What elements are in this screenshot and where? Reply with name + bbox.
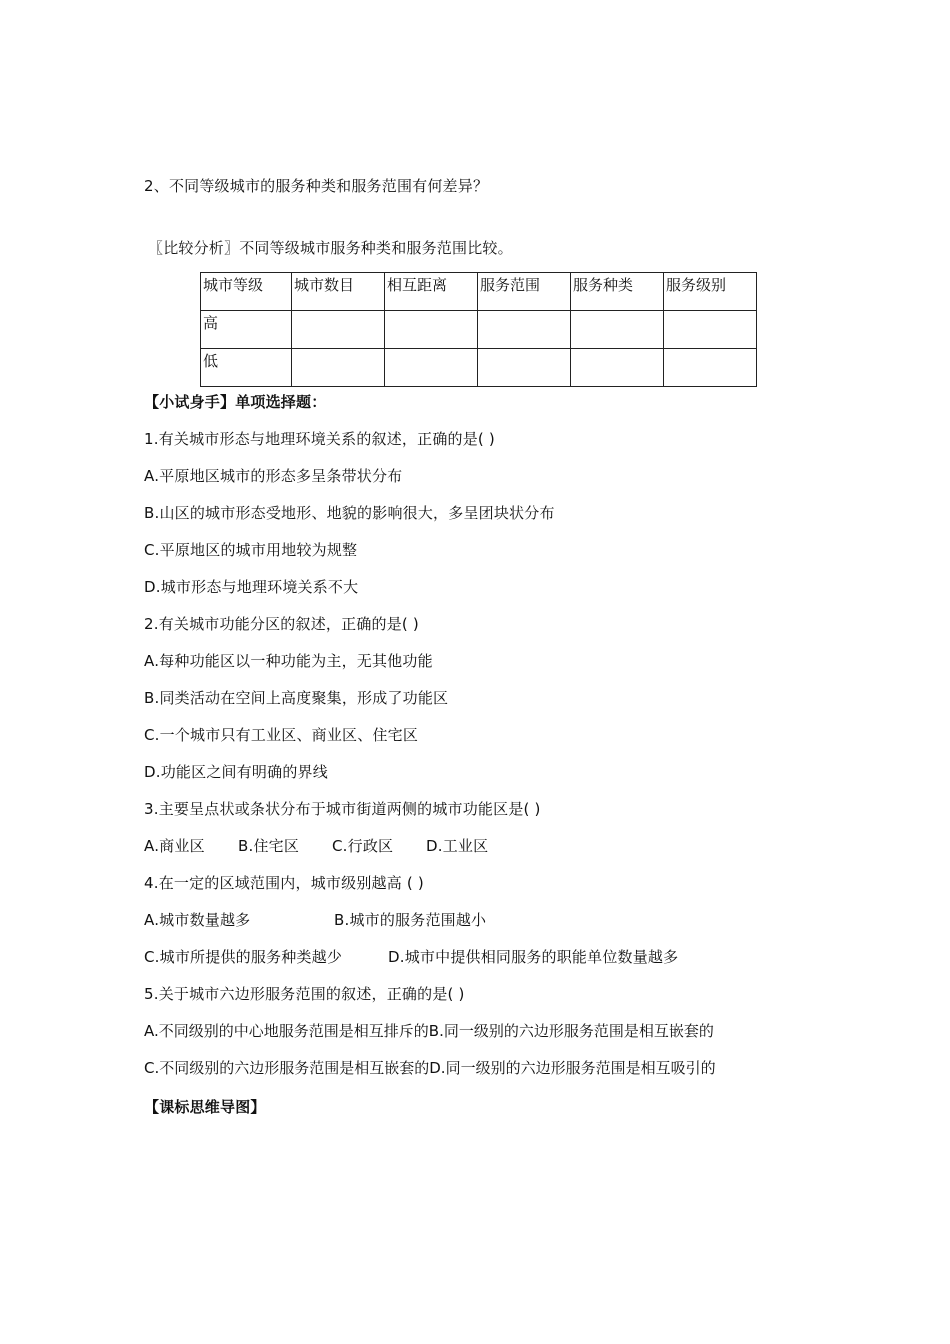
question-options-row	[144, 947, 678, 967]
question-options-row	[144, 910, 486, 930]
table-cell: 高	[201, 311, 292, 349]
question-option: C.一个城市只有工业区、商业区、住宅区	[144, 726, 419, 744]
table-cell	[478, 349, 571, 387]
question-option: A.平原地区城市的形态多呈条带状分布	[144, 467, 403, 485]
question-option: C.行政区	[332, 837, 394, 855]
question-option: D.城市中提供相同服务的职能单位数量越多	[388, 948, 679, 966]
question-stem: 1.有关城市形态与地理环境关系的叙述，正确的是( )	[144, 430, 495, 448]
table-cell	[292, 311, 385, 349]
question-option: A.商业区	[144, 837, 205, 855]
practice-heading: 【小试身手】单项选择题：	[144, 393, 327, 411]
question-option: B.同一级别的六边形服务范围是相互嵌套的	[428, 1022, 714, 1040]
table-header-cell: 相互距离	[385, 273, 478, 311]
table-header-cell: 城市等级	[201, 273, 292, 311]
question-option: D.同一级别的六边形服务范围是相互吸引的	[429, 1059, 716, 1077]
table-cell	[664, 349, 757, 387]
table-header-cell: 城市数目	[292, 273, 385, 311]
question-stem: 3.主要呈点状或条状分布于城市街道两侧的城市功能区是( )	[144, 800, 541, 818]
question-option: A.每种功能区以一种功能为主，无其他功能	[144, 652, 433, 670]
question-stem: 4.在一定的区域范围内，城市级别越高 ( )	[144, 874, 424, 892]
question-stem: 2.有关城市功能分区的叙述，正确的是( )	[144, 615, 419, 633]
table-row	[201, 311, 757, 349]
question-option: C.城市所提供的服务种类越少	[144, 948, 343, 966]
table-cell	[478, 311, 571, 349]
question-options-row	[144, 1021, 714, 1041]
question-option: B.山区的城市形态受地形、地貌的影响很大，多呈团块状分布	[144, 504, 555, 522]
question-option: A.城市数量越多	[144, 911, 251, 929]
question-option: B.同类活动在空间上高度聚集，形成了功能区	[144, 689, 449, 707]
table-cell	[292, 349, 385, 387]
question-option: D.城市形态与地理环境关系不大	[144, 578, 359, 596]
table-header-cell: 服务种类	[571, 273, 664, 311]
table-cell: 低	[201, 349, 292, 387]
mindmap-heading: 【课标思维导图】	[144, 1098, 266, 1116]
question-option: D.工业区	[426, 837, 489, 855]
table-header-cell: 服务范围	[478, 273, 571, 311]
question-option: B.城市的服务范围越小	[334, 911, 487, 929]
question-option: B.住宅区	[238, 837, 300, 855]
question-option: C.平原地区的城市用地较为规整	[144, 541, 358, 559]
compare-analysis-heading: 〖比较分析〗不同等级城市服务种类和服务范围比较。	[148, 239, 513, 257]
question-2-heading: 2、不同等级城市的服务种类和服务范围有何差异？	[144, 177, 489, 195]
question-option: A.不同级别的中心地服务范围是相互排斥的	[144, 1022, 429, 1040]
question-option: D.功能区之间有明确的界线	[144, 763, 328, 781]
question-options-row	[144, 836, 488, 856]
table-header-cell: 服务级别	[664, 273, 757, 311]
table-row	[201, 349, 757, 387]
question-stem: 5.关于城市六边形服务范围的叙述，正确的是( )	[144, 985, 465, 1003]
table-header-row	[201, 273, 757, 311]
question-option: C.不同级别的六边形服务范围是相互嵌套的	[144, 1059, 430, 1077]
table-cell	[571, 311, 664, 349]
city-grade-table	[200, 272, 757, 387]
question-options-row	[144, 1058, 716, 1078]
table-cell	[571, 349, 664, 387]
table-cell	[385, 349, 478, 387]
table-cell	[385, 311, 478, 349]
table-cell	[664, 311, 757, 349]
